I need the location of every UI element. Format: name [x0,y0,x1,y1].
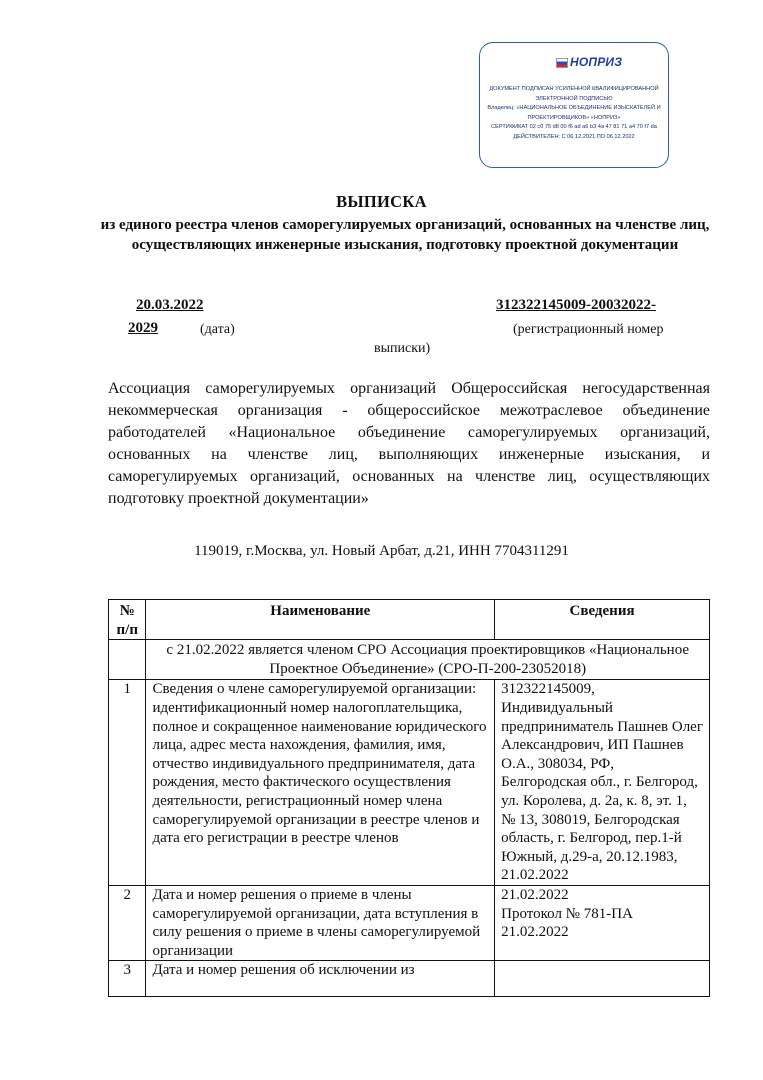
extract-date: 20.03.2022 [136,297,204,313]
document-subtitle: из единого реестра членов саморегулируемых организаций, основанных на членстве лиц, осуществляющих инженерные изыскания, подготовку проектной документации [100,217,710,253]
document-title: ВЫПИСКА [336,192,427,211]
reg-number-part1: 312322145009-20032022- [496,297,656,313]
membership-note: с 21.02.2022 является членом СРО Ассоциация проектировщиков «Национальное Проектное Объединение» (СРО-П-200-23052018) [146,640,710,680]
nopriz-logo: НОПРИЗ [556,55,622,69]
header-value: Сведения [495,600,710,640]
row-num: 2 [109,885,146,960]
organization-address: 119019, г.Москва, ул. Новый Арбат, д.21, ИНН 7704311291 [194,543,569,559]
header-num: № п/п [109,600,146,640]
row-name: Дата и номер решения о приеме в члены саморегулируемой организации, дата вступления в силу решения о приеме в члены саморегулируемой организации [146,885,495,960]
organization-name: Ассоциация саморегулируемых организаций Общероссийская негосударственная некоммерческая организация - общероссийское межотраслевое объединение работодателей «Национальное объединение саморегулируемых организаций, основанных на членстве лиц, выполняющих инженерные изыскания, и саморегулируемых организаций, основанных на членстве лиц, осуществляющих подготовку проектной документации» [108,380,710,507]
table-row [109,885,710,960]
table-row [109,961,710,997]
reg-number-label: (регистрационный номер [513,322,664,337]
table-row [109,680,710,886]
membership-row [109,640,710,680]
signature-stamp [479,42,669,168]
stamp-text: ДОКУМЕНТ ПОДПИСАН УСИЛЕННОЙ КВАЛИФИЦИРОВАННОЙ ЭЛЕКТРОННОЙ ПОДПИСЬЮ Владелец: «НАЦИОНАЛЬНОЕ ОБЪЕДИНЕНИЕ ИЗЫСКАТЕЛЕЙ И ПРОЕКТИРОВЩИКОВ» «НОПРИЗ» СЕРТИФИКАТ 02 c0 75 d8 00 f6 ad a6 b3 4a 47 81 71 a4 70 f7 da ДЕЙСТВИТЕЛЕН: С 06.12.2021 ПО 06.12.2022 [487,86,661,140]
row-value: 312322145009, Индивидуальный предприниматель Пашнев Олег Александрович, ИП Пашнев О.А., 308034, РФ, Белгородская обл., г. Белгород, ул. Королева, д. 2а, к. 8, эт. 1, № 13, 308019, Белгородская область, г. Белгород, пер.1-й Южный, д.29-а, 20.12.1983, 21.02.2022 [495,680,710,886]
row-name: Дата и номер решения об исключении из [146,961,495,997]
date-label: (дата) [200,322,235,337]
row-value: 21.02.2022 Протокол № 781-ПА 21.02.2022 [495,885,710,960]
header-name: Наименование [146,600,495,640]
row-value [495,961,710,997]
table-header-row [109,600,710,640]
registry-table [108,599,710,997]
row-name: Сведения о члене саморегулируемой организации: идентификационный номер налогоплательщика, полное и сокращенное наименование юридического лица, адрес места нахождения, фамилия, имя, отчество индивидуального предпринимателя, дата рождения, место фактического осуществления деятельности, регистрационный номер члена саморегулируемой организации в реестре членов и дата его регистрации в реестре членов [146,680,495,886]
row-num: 3 [109,961,146,997]
row-num: 1 [109,680,146,886]
reg-number-label-cont: выписки) [374,341,431,356]
reg-number-part2: 2029 [128,320,158,336]
flag-icon [556,58,568,68]
